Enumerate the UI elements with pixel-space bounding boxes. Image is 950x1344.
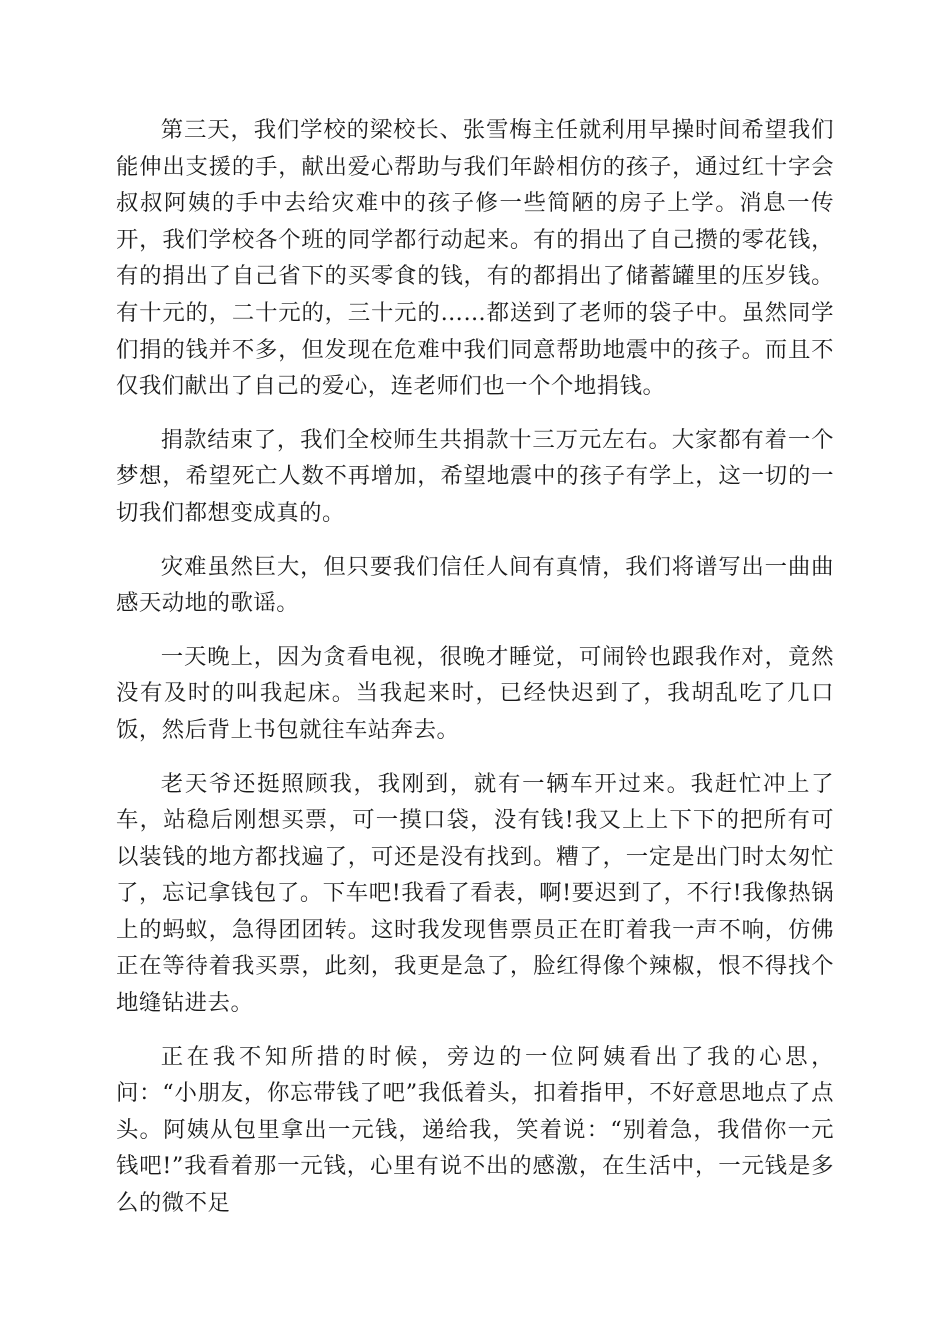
paragraph-2: 捐款结束了，我们全校师生共捐款十三万元左右。大家都有着一个梦想，希望死亡人数不再增加，希望地震中的孩子有学上，这一切的一切我们都想变成真的。 — [116, 426, 834, 526]
document-body — [116, 112, 834, 1239]
paragraph-4: 一天晚上，因为贪看电视，很晚才睡觉，可闹铃也跟我作对，竟然没有及时的叫我起床。当我起来时，已经快迟到了，我胡乱吃了几口饭，然后背上书包就往车站奔去。 — [116, 643, 834, 743]
paragraph-6: 正在我不知所措的时候，旁边的一位阿姨看出了我的心思，问：“小朋友，你忘带钱了吧”我低着头，扣着指甲，不好意思地点了点头。阿姨从包里拿出一元钱，递给我，笑着说：“别着急，我借你一元钱吧!”我看着那一元钱，心里有说不出的感激，在生活中，一元钱是多么的微不足 — [116, 1043, 834, 1217]
paragraph-3: 灾难虽然巨大，但只要我们信任人间有真情，我们将谱写出一曲曲感天动地的歌谣。 — [116, 553, 834, 617]
paragraph-1: 第三天，我们学校的梁校长、张雪梅主任就利用早操时间希望我们能伸出支援的手，献出爱心帮助与我们年龄相仿的孩子，通过红十字会叔叔阿姨的手中去给灾难中的孩子修一些简陋的房子上学。消息一传开，我们学校各个班的同学都行动起来。有的捐出了自己攒的零花钱，有的捐出了自己省下的买零食的钱，有的都捐出了储蓄罐里的压岁钱。有十元的，二十元的，三十元的……都送到了老师的袋子中。虽然同学们捐的钱并不多，但发现在危难中我们同意帮助地震中的孩子。而且不仅我们献出了自己的爱心，连老师们也一个个地捐钱。 — [116, 117, 834, 400]
paragraph-5: 老天爷还挺照顾我，我刚到，就有一辆车开过来。我赶忙冲上了车，站稳后刚想买票，可一摸口袋，没有钱!我又上上下下的把所有可以装钱的地方都找遍了，可还是没有找到。糟了，一定是出门时太匆忙了，忘记拿钱包了。下车吧!我看了看表，啊!要迟到了，不行!我像热锅上的蚂蚁，急得团团转。这时我发现售票员正在盯着我一声不响，仿佛正在等待着我买票，此刻，我更是急了，脸红得像个辣椒，恨不得找个地缝钻进去。 — [116, 770, 834, 1017]
